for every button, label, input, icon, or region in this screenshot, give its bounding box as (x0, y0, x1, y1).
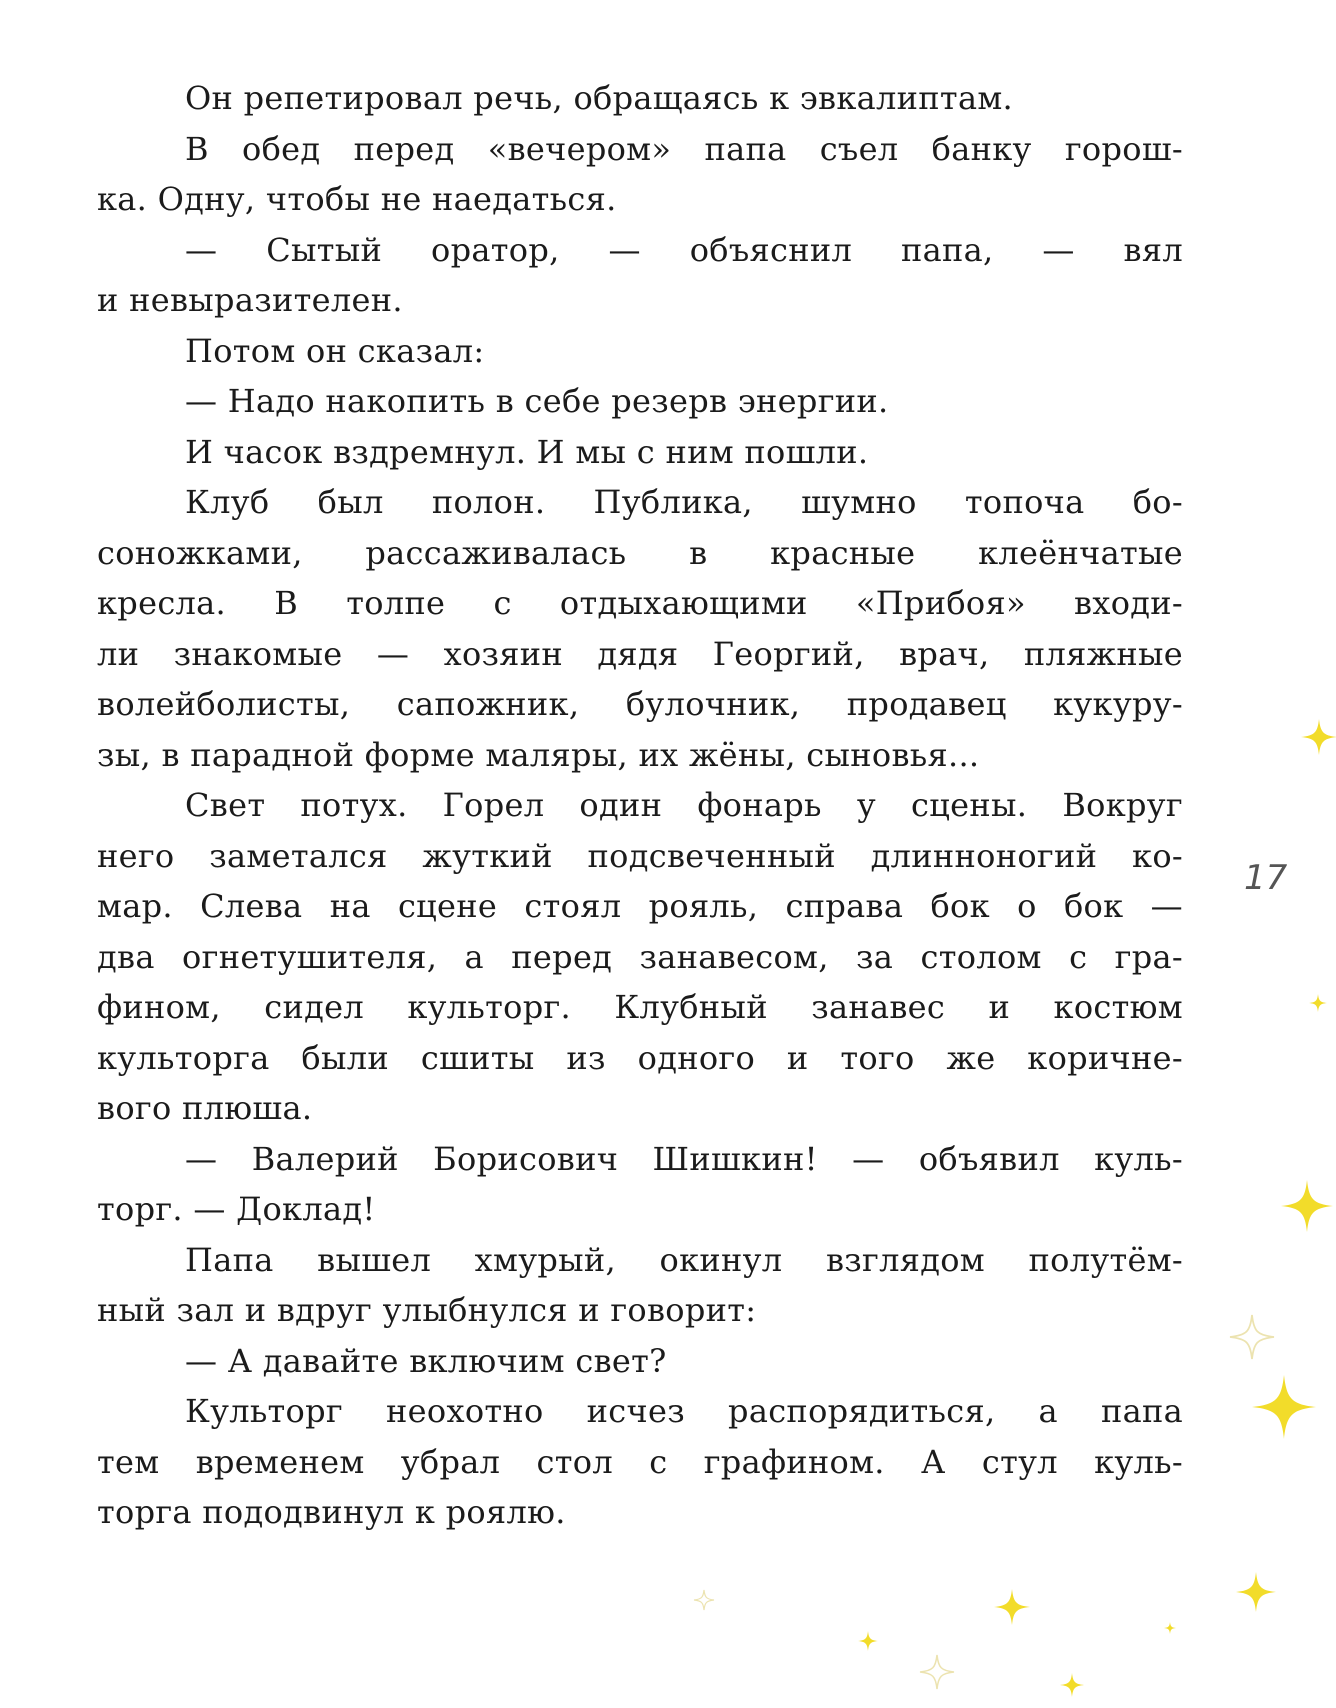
text-line: фином, сидел культорг. Клубный занавес и костюм (97, 988, 1183, 1026)
sparkle-outline-icon (694, 1590, 714, 1610)
sparkle-icon (1236, 1572, 1276, 1612)
text-line: ный зал и вдруг улыбнулся и говорит: (97, 1291, 757, 1329)
sparkle-outline-icon (1230, 1315, 1274, 1359)
sparkle-icon (1164, 1622, 1176, 1634)
text-line: и невыразителен. (97, 281, 403, 319)
text-line: кресла. В толпе с отдыхающими «Прибоя» входи- (97, 584, 1183, 622)
text-line: торга пододвинул к роялю. (97, 1493, 566, 1531)
text-line: ли знакомые — хозяин дядя Георгий, врач, пляжные (97, 634, 1183, 673)
text-line: зы, в парадной форме маляры, их жёны, сыновья... (97, 735, 980, 774)
text-line: мар. Слева на сцене стоял рояль, справа бок о бок — (97, 887, 1183, 925)
text-line: ка. Одну, чтобы не наедаться. (97, 180, 617, 218)
sparkle-icon (1301, 719, 1336, 755)
sparkle-icon (994, 1589, 1030, 1625)
body-text (97, 73, 1183, 1538)
text-line: — А давайте включим свет? (185, 1341, 667, 1380)
text-line: соножками, рассаживалась в красные клеёнчатые (97, 533, 1183, 572)
text-line: — Валерий Борисович Шишкин! — объявил куль- (185, 1139, 1183, 1178)
text-line: И часок вздремнул. И мы с ним пошли. (185, 432, 869, 471)
text-line: В обед перед «вечером» папа съел банку горош- (185, 129, 1183, 168)
text-line: тем временем убрал стол с графином. А стул куль- (97, 1442, 1183, 1481)
text-line: два огнетушителя, а перед занавесом, за столом с гра- (97, 937, 1183, 976)
sparkle-icon (1060, 1673, 1084, 1697)
text-line: — Сытый оратор, — объяснил папа, — вял (185, 230, 1183, 269)
text-line: торг. — Доклад! (97, 1190, 376, 1228)
sparkle-icon (858, 1631, 878, 1651)
sparkle-icon (1281, 1180, 1333, 1232)
text-line: Свет потух. Горел один фонарь у сцены. Вокруг (185, 786, 1183, 824)
text-line: Культорг неохотно исчез распорядиться, а папа (185, 1392, 1183, 1430)
text-line: Клуб был полон. Публика, шумно топоча бо- (185, 483, 1183, 521)
text-line: вого плюша. (97, 1089, 313, 1127)
text-line: волейболисты, сапожник, булочник, продавец кукуру- (97, 685, 1183, 723)
sparkle-icon (1252, 1375, 1316, 1439)
text-line: Он репетировал речь, обращаясь к эвкалиптам. (185, 79, 1013, 117)
page-number: 17 (1244, 858, 1288, 898)
text-line: культорга были сшиты из одного и того же коричне- (97, 1038, 1183, 1077)
text-line: него заметался жуткий подсвеченный длинноногий ко- (97, 836, 1183, 875)
text-line: Папа вышел хмурый, окинул взглядом полутём- (185, 1240, 1183, 1279)
sparkle-icon (1309, 994, 1327, 1012)
sparkle-outline-icon (920, 1655, 954, 1689)
text-line: — Надо накопить в себе резерв энергии. (185, 382, 889, 420)
text-line: Потом он сказал: (185, 331, 485, 370)
